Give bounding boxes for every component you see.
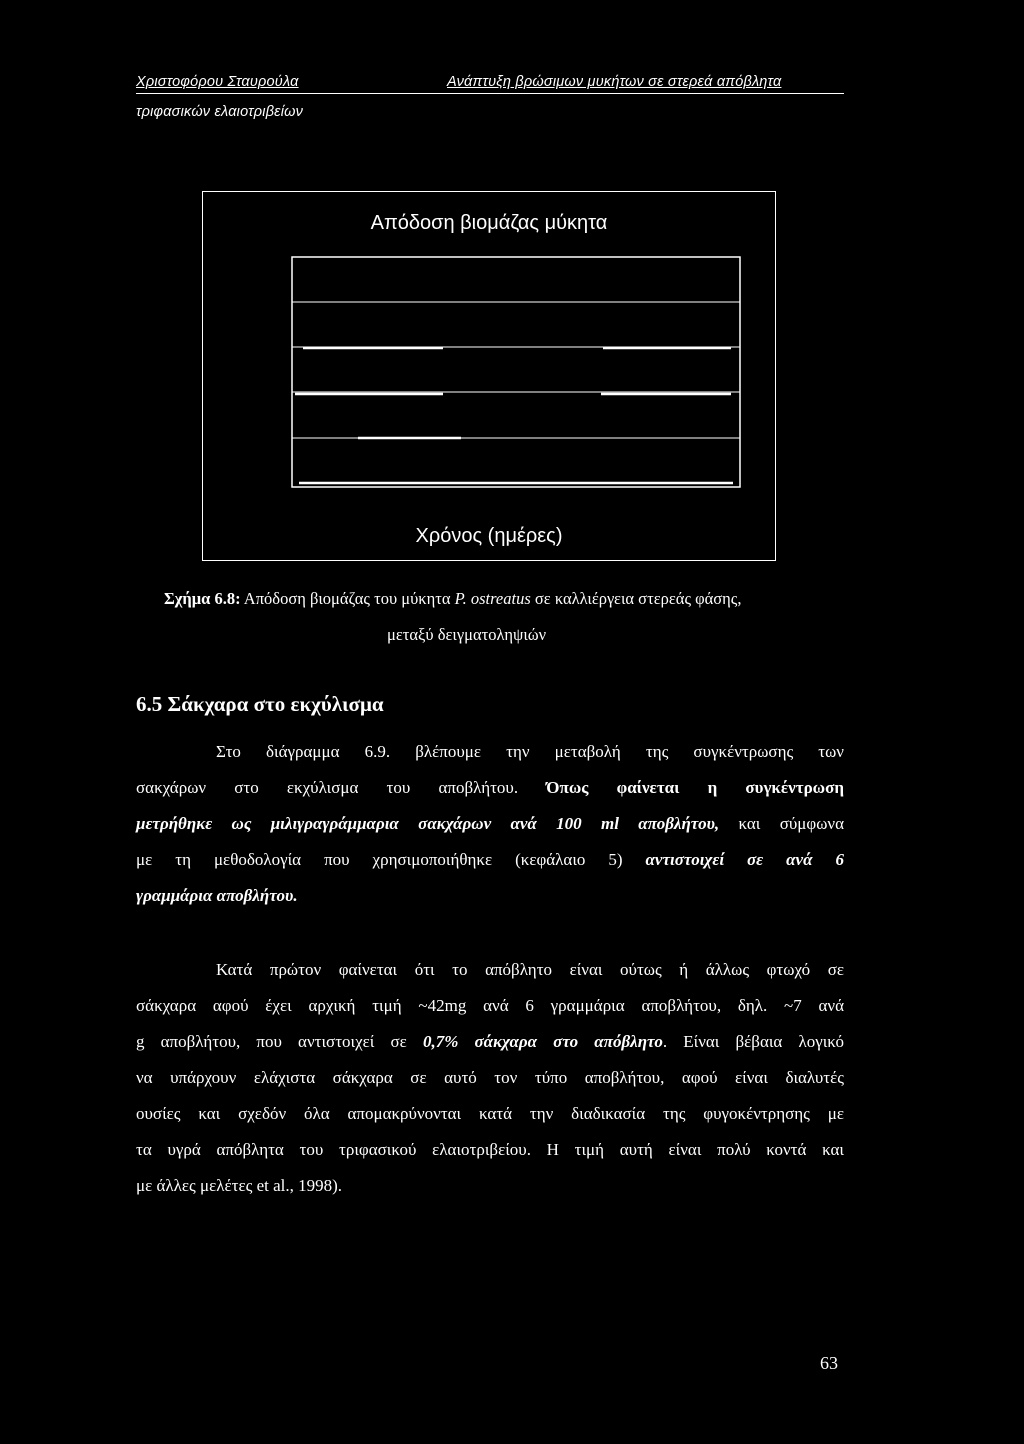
bold-italic-span: γραμμάρια αποβλήτου. [136,886,298,905]
figure-caption [164,589,741,609]
text-line: Κατά πρώτον φαίνεται ότι το απόβλητο είναι ούτως ή άλλως φτωχό σε [216,960,844,979]
text-line [136,1024,844,1060]
bold-italic-span: αντιστοιχεί σε ανά 6 [645,850,844,869]
bold-italic-span: 0,7% σάκχαρα στο απόβλητο [422,1032,663,1051]
text-line [136,806,844,842]
text-span: σακχάρων στο εκχύλισμα του αποβλήτου. [136,778,547,797]
figure-title: Απόδοση βιομάζας μύκητα [370,212,608,234]
text-line: τα υγρά απόβλητα του τριφασικού ελαιοτριβείου. Η τιμή αυτή είναι πολύ κοντά και [136,1140,844,1159]
page-number: 63 [820,1353,838,1373]
header-author: Χριστοφόρου Σταυρούλα [136,74,299,90]
header-title: Ανάπτυξη βρώσιμων μυκήτων σε στερεά απόβλητα [447,74,782,90]
text-line: να υπάρχουν ελάχιστα σάκχαρα σε αυτό τον τύπο αποβλήτου, αφού είναι διαλυτές [136,1068,844,1087]
text-line: ουσίες και σχεδόν όλα απομακρύνονται κατά την διαδικασία της φυγοκέντρησης με [136,1104,844,1123]
text-span: g αποβλήτου, που αντιστοιχεί σε [136,1032,423,1051]
paragraph-2 [136,952,844,1204]
figure-xlabel: Χρόνος (ημέρες) [415,525,563,547]
header-rule [136,93,844,94]
figure-caption-line2: μεταξύ δειγματοληψιών [387,625,547,644]
figure-plot [203,192,777,562]
section-heading: 6.5 Σάκχαρα στο εκχύλισμα [136,692,384,716]
text-span: και σύμφωνα [719,814,845,833]
paragraph-1 [136,734,844,914]
caption-species: P. ostreatus [454,589,531,608]
text-line [136,842,844,878]
text-line: Στο διάγραμμα 6.9. βλέπουμε την μεταβολή της συγκέντρωσης των [216,742,844,761]
header-author-cont: τριφασικών ελαιοτριβείων [136,104,304,120]
text-line: σάκχαρα αφού έχει αρχική τιμή ~42mg ανά 6 γραμμάρια αποβλήτου, δηλ. ~7 ανά [136,996,844,1015]
figure-frame [202,191,776,561]
text-span: με τη μεθοδολογία που χρησιμοποιήθηκε (κεφάλαιο 5) [136,850,646,869]
bold-span: Όπως φαίνεται η συγκέντρωση [546,778,844,797]
caption-text-b: σε καλλιέργεια στερεάς φάσης, [530,589,742,608]
caption-text-a: Απόδοση βιομάζας του μύκητα [240,589,455,608]
text-span: . Είναι βέβαια λογικό [662,1032,844,1051]
caption-label: Σχήμα 6.8: [164,589,241,608]
text-line [136,878,844,914]
text-line [136,770,844,806]
text-line: με άλλες μελέτες et al., 1998). [136,1176,343,1195]
bold-italic-span: μετρήθηκε ως μιλιγραγράμμαρια σακχάρων ανά 100 ml αποβλήτου, [136,814,720,833]
plot-area-frame [292,257,740,487]
